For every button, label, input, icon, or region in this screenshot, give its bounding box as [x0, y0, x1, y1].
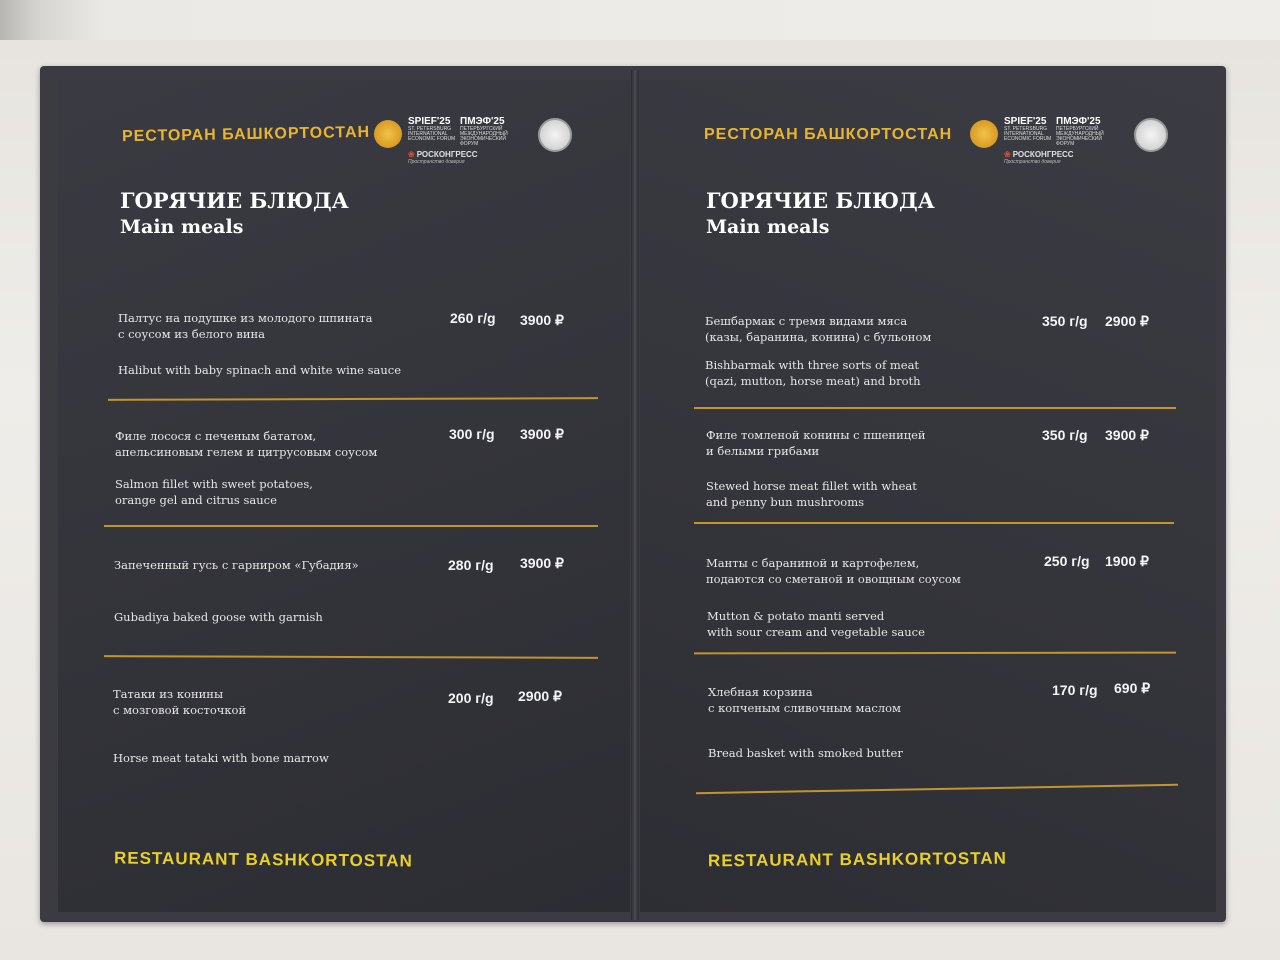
section-title-ru: ГОРЯЧИЕ БЛЮДА — [706, 188, 935, 213]
restaurant-name-footer: RESTAURANT BASHKORTOSTAN — [113, 848, 413, 871]
item-name-ru: Бешбармак с тремя видами мяса (казы, баранина, конина) с бульоном — [705, 314, 932, 344]
item-divider — [104, 525, 598, 527]
forum-sun-logo-icon — [970, 120, 998, 148]
roscongress-logo: ❀ РОСКОНГРЕСС — [1004, 150, 1108, 159]
forum-logos — [970, 116, 1168, 165]
spief-title: SPIEF'25 — [408, 116, 451, 127]
bashkortostan-emblem-icon — [1134, 118, 1168, 152]
item-name-en: Bishbarmak with three sorts of meat (qazi, mutton, horse meat) and broth — [705, 358, 921, 388]
item-name-en: Stewed horse meat fillet with wheat and penny bun mushrooms — [706, 479, 917, 509]
item-weight: 200 г/g — [448, 690, 494, 706]
item-name-en: Horse meat tataki with bone marrow — [113, 751, 329, 765]
forum-logo-text — [1004, 116, 1108, 165]
pmef-title: ПМЭФ'25 — [460, 116, 505, 127]
item-price: 2900 ₽ — [1105, 313, 1149, 329]
item-weight: 280 г/g — [448, 557, 494, 573]
roscongress-tagline: Пространство доверия — [1004, 159, 1061, 165]
menu-spine — [631, 70, 639, 920]
section-title-en: Main meals — [706, 216, 830, 238]
item-price: 2900 ₽ — [518, 688, 562, 704]
forum-sun-logo-icon — [374, 120, 402, 148]
item-name-en: Salmon fillet with sweet potatoes, orange gel and citrus sauce — [115, 477, 313, 507]
pmef-title: ПМЭФ'25 — [1056, 116, 1101, 127]
item-weight: 260 г/g — [450, 310, 496, 326]
forum-logos — [374, 116, 572, 165]
pmef-subtitle: ПЕТЕРБУРГСКИЙ МЕЖДУНАРОДНЫЙ ЭКОНОМИЧЕСКИЙ ФОРУМ — [1056, 126, 1104, 147]
forum-logo-text — [408, 116, 512, 165]
section-title-ru: ГОРЯЧИЕ БЛЮДА — [120, 188, 349, 213]
bashkortostan-emblem-icon — [538, 118, 572, 152]
item-divider — [694, 522, 1174, 524]
roscongress-logo: ❀ РОСКОНГРЕСС — [408, 150, 512, 159]
item-price: 3900 ₽ — [520, 426, 564, 442]
table-surface — [0, 0, 1280, 40]
item-weight: 350 г/g — [1042, 313, 1088, 329]
item-divider — [104, 655, 598, 659]
item-name-ru: Запеченный гусь с гарниром «Губадия» — [114, 558, 359, 572]
item-price: 690 ₽ — [1114, 680, 1151, 696]
item-weight: 250 г/g — [1044, 553, 1090, 569]
spief-subtitle: ST. PETERSBURG INTERNATIONAL ECONOMIC FORUM — [408, 126, 456, 142]
item-price: 3900 ₽ — [1105, 427, 1149, 443]
roscongress-tagline: Пространство доверия — [408, 159, 465, 165]
item-name-ru: Филе лосося с печеным бататом, апельсиновым гелем и цитрусовым соусом — [115, 429, 378, 459]
item-name-en: Halibut with baby spinach and white wine sauce — [118, 363, 402, 377]
item-weight: 300 г/g — [449, 426, 495, 442]
item-name-ru: Хлебная корзина с копченым сливочным маслом — [708, 685, 901, 715]
item-name-en: Bread basket with smoked butter — [708, 746, 903, 760]
item-price: 3900 ₽ — [520, 312, 564, 328]
item-divider — [696, 784, 1178, 794]
item-divider — [108, 397, 598, 401]
restaurant-name-footer: RESTAURANT BASHKORTOSTAN — [707, 848, 1007, 871]
pmef-subtitle: ПЕТЕРБУРГСКИЙ МЕЖДУНАРОДНЫЙ ЭКОНОМИЧЕСКИЙ ФОРУМ — [460, 126, 508, 147]
item-name-en: Mutton & potato manti served with sour cream and vegetable sauce — [707, 609, 925, 639]
item-weight: 170 г/g — [1052, 682, 1098, 698]
item-name-ru: Татаки из конины с мозговой косточкой — [113, 687, 247, 717]
item-price: 3900 ₽ — [520, 555, 564, 571]
section-title-en: Main meals — [120, 216, 244, 238]
item-name-en: Gubadiya baked goose with garnish — [114, 610, 323, 624]
spief-subtitle: ST. PETERSBURG INTERNATIONAL ECONOMIC FORUM — [1004, 126, 1052, 142]
restaurant-name-header: РЕСТОРАН БАШКОРТОСТАН — [121, 123, 371, 146]
menu-page-left — [58, 80, 630, 912]
item-divider — [694, 407, 1176, 409]
item-weight: 350 г/g — [1042, 427, 1088, 443]
item-divider — [694, 652, 1176, 655]
restaurant-name-header: РЕСТОРАН БАШКОРТОСТАН — [704, 126, 953, 143]
spief-title: SPIEF'25 — [1004, 116, 1047, 127]
item-price: 1900 ₽ — [1105, 553, 1149, 569]
item-name-ru: Филе томленой конины с пшеницей и белыми грибами — [706, 428, 926, 458]
item-name-ru: Палтус на подушке из молодого шпината с соусом из белого вина — [118, 311, 373, 341]
item-name-ru: Манты с бараниной и картофелем, подаются со сметаной и овощным соусом — [706, 556, 961, 586]
menu-page-right — [640, 80, 1216, 912]
